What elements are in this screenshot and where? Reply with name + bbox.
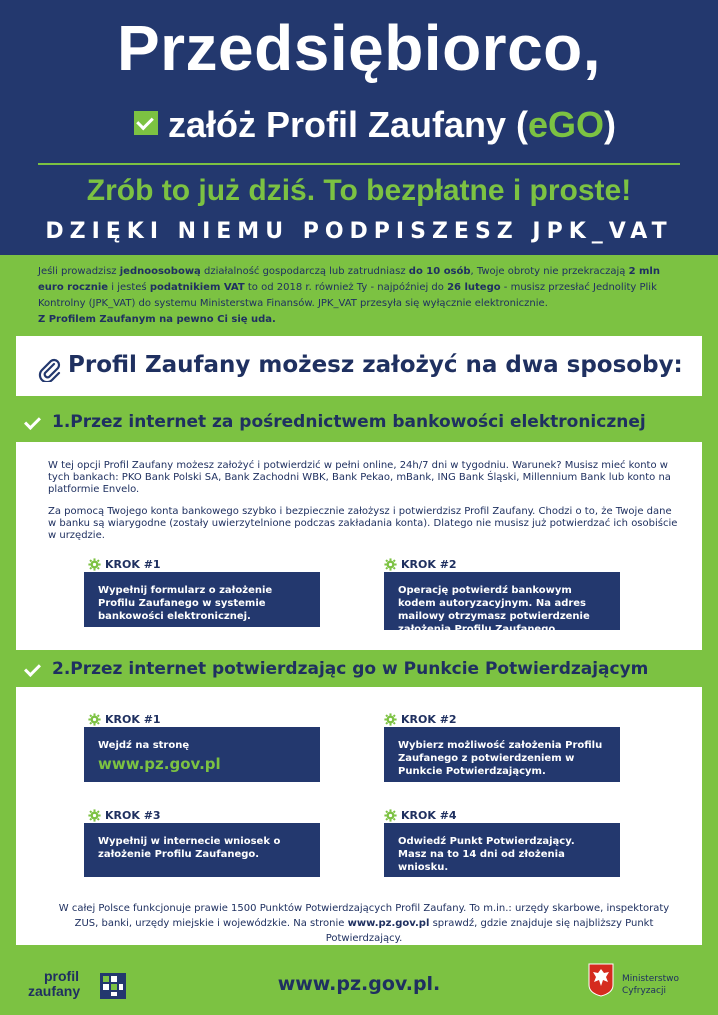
section1-heading <box>16 408 702 440</box>
subtitle-highlight: eGO <box>528 104 605 145</box>
section1-block <box>16 442 702 650</box>
section2-heading <box>16 655 702 687</box>
main-title-card <box>16 336 702 396</box>
step-box <box>84 727 320 782</box>
intro-text <box>38 264 688 328</box>
tagline: Zrób to już dziś. To bezpłatne i proste! <box>86 174 632 207</box>
note-url-link[interactable]: www.pz.gov.pl <box>347 918 430 929</box>
gear-icon <box>384 713 397 726</box>
step-label-text: KROK #2 <box>401 558 457 571</box>
intro-part: - musisz przesłać Jednolity Plik Kontrolny (JPK_VAT) do systemu Ministerstwa Finansów. JPK_VAT przesyła się wyłącznie elektronicznie. <box>38 282 657 309</box>
step-box: Operację potwierdź bankowym kodem autoryzacyjnym. Na adres mailowy otrzymasz potwierdzenie założenia Profilu Zaufanego. <box>384 572 620 630</box>
caps-heading: DZIĘKI NIEMU PODPISZESZ JPK_VAT <box>45 219 673 244</box>
subtitle-prefix: załóż Profil Zaufany ( <box>167 104 528 145</box>
page-title: Przedsiębiorco, <box>116 12 602 84</box>
note-text: sprawdź, gdzie znajduje się najbliższy Punkt Potwierdzający. <box>325 918 654 944</box>
step-label <box>384 809 457 822</box>
main-title: Profil Zaufany możesz założyć na dwa sposoby: <box>68 352 683 378</box>
intro-part: Jeśli prowadzisz <box>38 266 120 277</box>
gear-icon <box>384 558 397 571</box>
step-label-text: KROK #1 <box>105 558 161 571</box>
paperclip-icon <box>38 358 62 382</box>
intro-part: to od 2018 r. również Ty - najpóźniej do <box>244 282 448 293</box>
ministry-line2: Cyfryzacji <box>622 986 666 996</box>
intro-bold: 26 lutego <box>447 282 501 293</box>
section2-title: 2.Przez internet potwierdzając go w Punkcie Potwierdzającym <box>52 659 649 679</box>
step-label-text: KROK #4 <box>401 809 457 822</box>
points-note <box>48 901 680 946</box>
step-label-text: KROK #2 <box>401 713 457 726</box>
eagle-emblem-icon <box>588 963 614 997</box>
ministry-name <box>622 973 679 997</box>
ministry-logo <box>588 963 708 1007</box>
section1-paragraph2: Za pomocą Twojego konta bankowego szybko i bezpiecznie założysz i potwierdzisz Profil Zaufany. Chodzi o to, że Twoje dane w banku są wiarygodne (zostały uwierzytelnione podczas zakładania konta). Dlatego nie musisz już potwierdzać ich osobiście w urzędzie. <box>48 506 678 541</box>
header-banner <box>0 0 718 255</box>
checkmark-icon <box>24 661 40 677</box>
intro-part: i jesteś <box>108 282 150 293</box>
step-text: Wejdź na stronę <box>98 740 190 751</box>
gear-icon <box>88 558 101 571</box>
intro-part: działalność gospodarczą lub zatrudniasz <box>200 266 409 277</box>
intro-closing: Z Profilem Zaufanym na pewno Ci się uda. <box>38 314 276 325</box>
gear-icon <box>88 809 101 822</box>
intro-bold: do 10 osób <box>408 266 471 277</box>
step-url-link[interactable]: www.pz.gov.pl <box>98 755 221 773</box>
step-box: Wypełnij w internecie wniosek o założenie Profilu Zaufanego. <box>84 823 320 877</box>
step-label <box>88 558 161 571</box>
footer-url-link[interactable]: www.pz.gov.pl. <box>277 973 441 995</box>
checkmark-icon <box>134 111 158 135</box>
section1-paragraph1: W tej opcji Profil Zaufany możesz założyć i potwierdzić w pełni online, 24h/7 dni w tygodniu. Warunek? Musisz mieć konto w tych bankach: PKO Bank Polski SA, Bank Zachodni WBK, Bank Pekao, mBank, ING Bank Śląski, Millennium Bank lub konto na platformie Envelo. <box>48 460 671 495</box>
intro-bold: 2 mln euro rocznie <box>38 266 660 293</box>
step-label <box>384 713 457 726</box>
gear-icon <box>88 713 101 726</box>
step-label-text: KROK #1 <box>105 713 161 726</box>
note-text: W całej Polsce funkcjonuje prawie 1500 Punktów Potwierdzających Profil Zaufany. To m.in.: urzędy skarbowe, inspektoraty ZUS, banki, urzędy miejskie i wojewódzkie. Na stronie <box>58 903 670 929</box>
logo-line1: profil <box>44 968 79 984</box>
step-box: Wypełnij formularz o założenie Profilu Zaufanego w systemie bankowości elektronicznej. <box>84 572 320 627</box>
step-label-text: KROK #3 <box>105 809 161 822</box>
section2-block <box>16 687 702 945</box>
gear-icon <box>384 809 397 822</box>
intro-bold: jednoosobową <box>119 266 201 277</box>
checkmark-icon <box>24 414 40 430</box>
page-subtitle <box>30 100 718 150</box>
step-label <box>88 713 161 726</box>
section1-title: 1.Przez internet za pośrednictwem bankowości elektronicznej <box>52 412 646 432</box>
subtitle-suffix: ) <box>604 104 617 145</box>
step-box: Odwiedź Punkt Potwierdzający. Masz na to 14 dni od złożenia wniosku. <box>384 823 620 877</box>
intro-bold: podatnikiem VAT <box>149 282 245 293</box>
intro-part: , Twoje obroty nie przekraczają <box>470 266 629 277</box>
divider <box>38 163 680 165</box>
step-box: Wybierz możliwość założenia Profilu Zaufanego z potwierdzeniem w Punkcie Potwierdzającym. <box>384 727 620 782</box>
step-label <box>384 558 457 571</box>
step-label <box>88 809 161 822</box>
logo-line2: zaufany <box>28 983 81 999</box>
ministry-line1: Ministerstwo <box>622 974 680 984</box>
footer <box>0 955 718 1015</box>
